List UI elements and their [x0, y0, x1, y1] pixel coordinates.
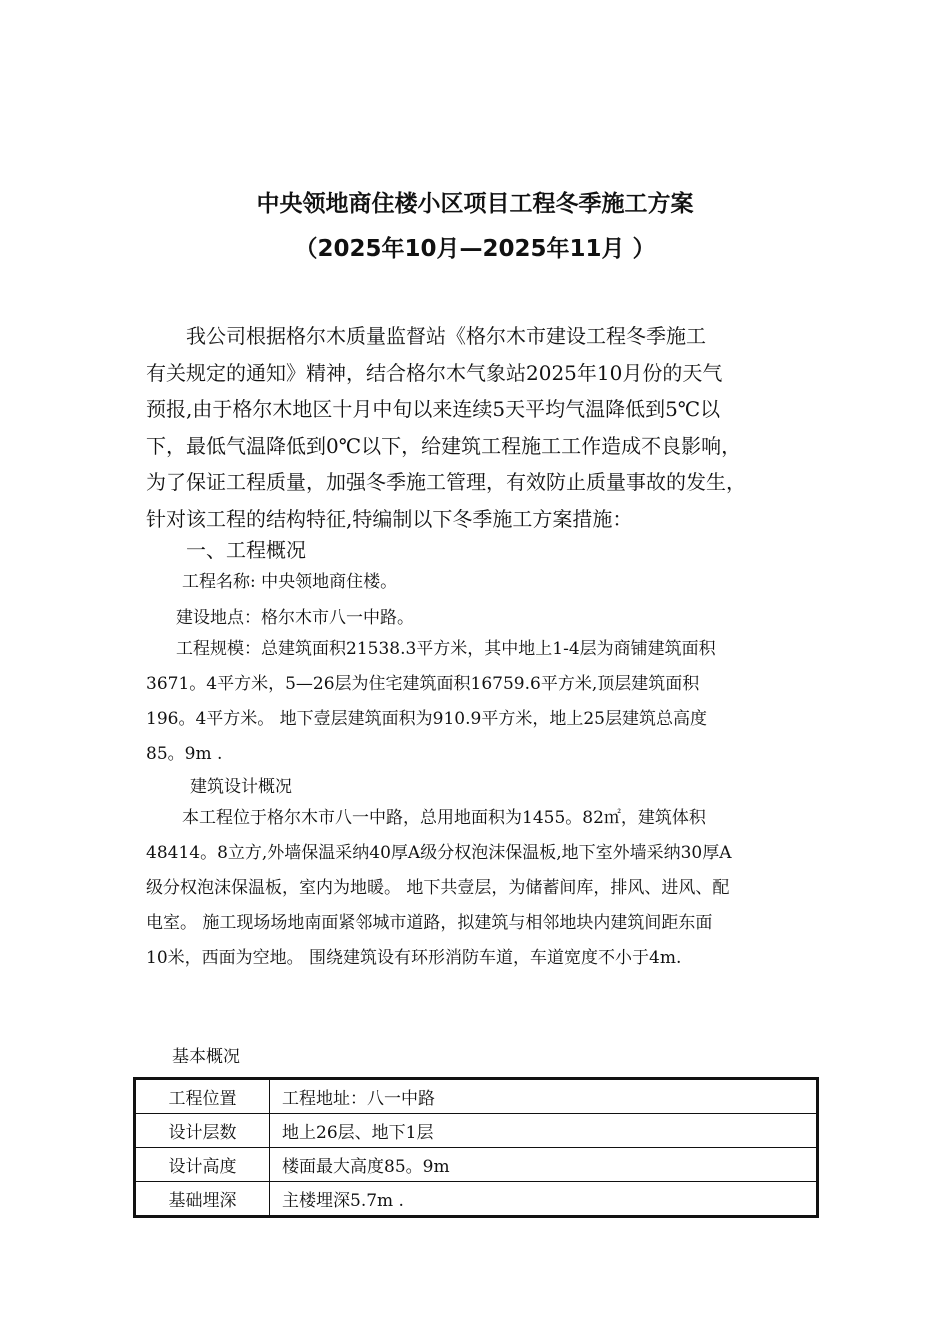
scale-line: 196。4平方米。 地下壹层建筑面积为910.9平方米，地上25层建筑总高度	[146, 709, 707, 729]
project-scale	[146, 632, 716, 772]
table-cell-label: 基础埋深	[135, 1182, 270, 1217]
design-line: 10米，西面为空地。 围绕建筑设有环形消防车道，车道宽度不小于4m.	[146, 948, 682, 968]
intro-line: 预报,由于格尔木地区十月中旬以来连续5天平均气温降低到5℃以	[146, 397, 721, 421]
table-row	[135, 1182, 818, 1217]
scale-line: 85。9m .	[146, 744, 223, 764]
project-name: 工程名称: 中央领地商住楼。	[182, 572, 398, 592]
table-cell-label: 设计层数	[135, 1114, 270, 1148]
table-row	[135, 1148, 818, 1182]
design-line: 48414。8立方,外墙保温采纳40厚A级分权泡沫保温板,地下室外墙采纳30厚A	[146, 843, 732, 863]
design-overview	[146, 801, 732, 976]
table-cell-label: 设计高度	[135, 1148, 270, 1182]
design-line: 级分权泡沫保温板，室内为地暖。 地下共壹层，为储蓄间库，排风、进风、配	[146, 878, 730, 898]
intro-line: 针对该工程的结构特征,特编制以下冬季施工方案措施：	[146, 506, 633, 531]
table-cell-value: 地上26层、地下1层	[270, 1114, 818, 1148]
document-subtitle-date-range: （2025年10月—2025年11月 ）	[294, 236, 656, 262]
scale-line: 3671。4平方米，5—26层为住宅建筑面积16759.6平方米,顶层建筑面积	[146, 674, 700, 694]
scale-line: 工程规模：总建筑面积21538.3平方米，其中地上1-4层为商铺建筑面积	[176, 639, 716, 659]
design-line: 电室。 施工现场场地南面紧邻城市道路，拟建筑与相邻地块内建筑间距东面	[146, 913, 713, 933]
intro-line: 有关规定的通知》精神，结合格尔木气象站2025年10月份的天气	[146, 360, 723, 385]
section-heading: 一、工程概况	[186, 538, 306, 562]
intro-line: 下，最低气温降低到0℃以下，给建筑工程施工工作造成不良影响，	[146, 433, 742, 458]
table-row	[135, 1114, 818, 1148]
basic-heading: 基本概况	[172, 1047, 240, 1067]
design-line: 本工程位于格尔木市八一中路，总用地面积为1455。82㎡，建筑体积	[182, 808, 706, 828]
table-cell-value: 主楼埋深5.7m .	[270, 1182, 818, 1217]
intro-line: 为了保证工程质量，加强冬季施工管理，有效防止质量事故的发生，	[146, 470, 746, 494]
intro-line: 我公司根据格尔木质量监督站《格尔木市建设工程冬季施工	[146, 324, 706, 348]
table-cell-value: 楼面最大高度85。9m	[270, 1148, 818, 1182]
table-row	[135, 1079, 818, 1114]
table-cell-value: 工程地址：八一中路	[270, 1079, 818, 1114]
document-title: 中央领地商住楼小区项目工程冬季施工方案	[256, 191, 694, 217]
table-cell-label: 工程位置	[135, 1079, 270, 1114]
intro-paragraph	[146, 318, 826, 537]
project-location: 建设地点：格尔木市八一中路。	[176, 608, 414, 628]
design-heading: 建筑设计概况	[190, 777, 292, 797]
basic-overview-table	[133, 1077, 819, 1218]
